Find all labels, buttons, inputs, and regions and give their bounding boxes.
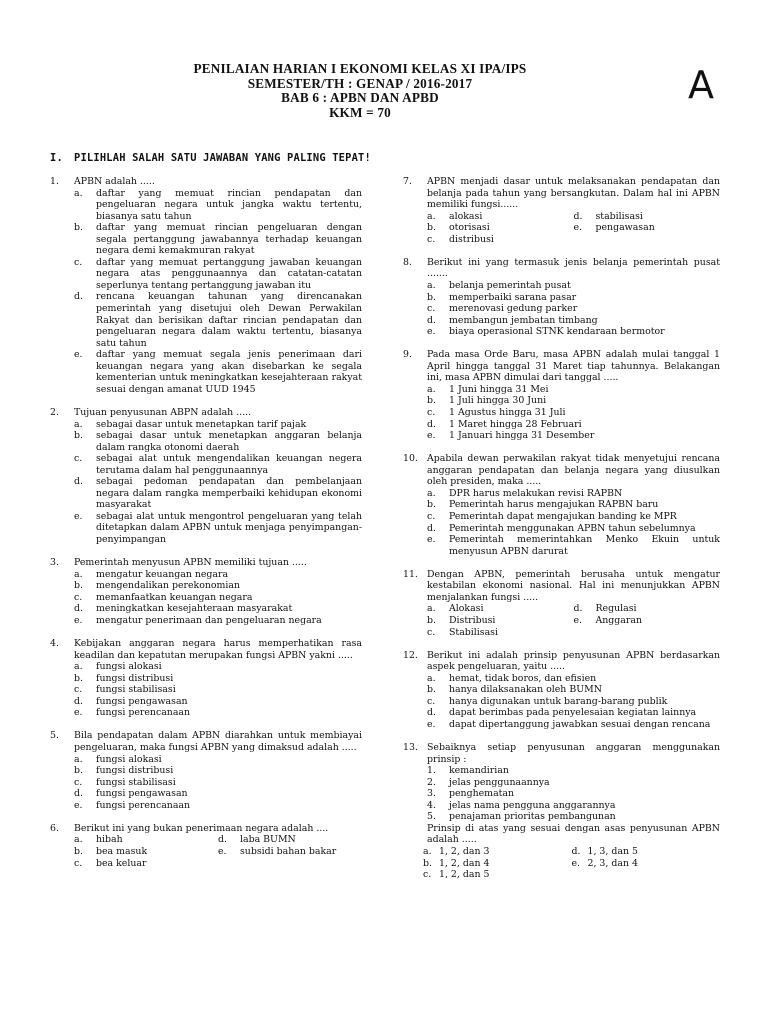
- answer-option: [50, 777, 362, 789]
- answer-option: [423, 869, 572, 881]
- answer-option: [403, 430, 720, 442]
- answer-option: [50, 419, 362, 431]
- question-number: 10.: [403, 453, 418, 465]
- answer-option: [403, 395, 720, 407]
- option-text: meningkatkan kesejahteraan masyarakat: [96, 603, 293, 615]
- option-letter: d.: [427, 314, 436, 326]
- question-item: [50, 638, 362, 719]
- answer-option: [403, 811, 720, 823]
- answer-option: [50, 349, 362, 395]
- option-text: fungsi distribusi: [96, 765, 174, 777]
- header-chapter: BAB 6 : APBN DAN APBD: [281, 90, 439, 106]
- option-letter: a.: [423, 846, 432, 857]
- option-letter: c.: [427, 626, 436, 638]
- option-text: memanfaatkan keuangan negara: [96, 591, 253, 603]
- exam-version-label: A: [688, 63, 714, 107]
- option-letter: c.: [74, 857, 83, 869]
- option-text: fungsi perencanaan: [96, 707, 191, 719]
- option-text: Regulasi: [595, 603, 637, 615]
- option-text: Pemerintah memerintahkan Menko Ekuin untuk menyusun APBN darurat: [449, 534, 720, 557]
- option-text: sebagai pedoman pendapatan dan pembelanjaan negara dalam rangka memperbaiki kehidupan ekonomi masyarakat: [96, 476, 362, 511]
- answer-option: [50, 222, 362, 257]
- option-text: daftar yang memuat segala jenis penerimaan dari keuangan negara yang akan disebarkan ke segala kementerian untuk meningkatkan kesejahteraan rakyat sesuai dengan amanat UUD 1945: [96, 349, 362, 395]
- answer-option: [403, 523, 720, 535]
- option-letter: 2.: [427, 776, 436, 788]
- answer-option: [74, 858, 218, 870]
- question-text: Pemerintah menyusun APBN memiliki tujuan .....: [74, 557, 307, 569]
- option-letter: d.: [427, 418, 436, 430]
- option-letter: c.: [427, 695, 436, 707]
- option-letter: e.: [74, 349, 83, 361]
- option-letter: a.: [74, 568, 83, 580]
- option-text: fungsi alokasi: [96, 753, 162, 765]
- option-text: laba BUMN: [240, 834, 296, 846]
- option-letter: d.: [427, 522, 436, 534]
- option-text: daftar yang memuat rincian pendapatan dan pengeluaran negara untuk jangka waktu tertentu, biasanya satu tahun: [96, 187, 362, 222]
- question-number: 6.: [50, 822, 59, 834]
- answer-option: [572, 846, 721, 858]
- question-item: [403, 349, 720, 441]
- answer-option: [574, 615, 721, 627]
- option-letter: e.: [571, 857, 581, 869]
- answer-option: [50, 800, 362, 812]
- option-letter: a.: [427, 279, 436, 291]
- option-letter: b.: [74, 845, 83, 857]
- question-text: Kebijakan anggaran negara harus memperhatikan rasa keadilan dan kepatutan merupakan fungsi APBN yakni .....: [74, 638, 362, 661]
- answer-option: [403, 788, 720, 800]
- option-letter: b.: [74, 765, 83, 777]
- option-letter: b.: [74, 222, 83, 234]
- answer-option: [423, 858, 572, 870]
- answer-option: [50, 257, 362, 292]
- question-text: Sebaiknya setiap penyusunan anggaran menggunakan prinsip :: [427, 742, 720, 765]
- question-number: 4.: [50, 638, 59, 650]
- option-letter: a.: [427, 487, 436, 499]
- option-text: belanja pemerintah pusat: [449, 279, 571, 291]
- option-text: penajaman prioritas pembangunan: [449, 811, 616, 823]
- option-text: Pemerintah dapat mengajukan banding ke MPR: [449, 511, 677, 522]
- option-text: bea keluar: [96, 857, 147, 869]
- option-letter: c.: [74, 591, 83, 603]
- option-letter: d.: [218, 834, 227, 846]
- header-semester: SEMESTER/TH : GENAP / 2016-2017: [247, 75, 473, 91]
- option-letter: 4.: [427, 799, 436, 811]
- option-letter: 5.: [427, 811, 436, 823]
- question-text: Bila pendapatan dalam APBN diarahkan untuk membiayai pengeluaran, maka fungsi APBN yang dimaksud adalah .....: [74, 730, 362, 753]
- option-text: mengendalikan perekonomian: [96, 580, 241, 592]
- option-letter: c.: [74, 776, 83, 788]
- option-letter: a.: [427, 210, 436, 222]
- answer-option: [50, 511, 362, 546]
- section-number: I.: [50, 152, 63, 164]
- option-text: jelas penggunaannya: [449, 776, 550, 788]
- option-text: daftar yang memuat rincian pengeluaran dengan segala pertanggung jawabannya terhadap keuangan negara demi kemakmuran rakyat: [96, 222, 362, 257]
- question-item: [403, 742, 720, 881]
- option-text: hibah: [96, 834, 123, 846]
- option-text: otorisasi: [449, 222, 490, 234]
- answer-option: [50, 580, 362, 592]
- answer-option: [403, 326, 720, 338]
- option-letter: e.: [573, 222, 583, 234]
- option-text: fungsi stabilisasi: [96, 776, 176, 788]
- option-text: 1 Agustus hingga 31 Juli: [449, 407, 566, 419]
- option-letter: d.: [427, 707, 436, 719]
- answer-option: [427, 627, 574, 639]
- answer-option: [403, 696, 720, 708]
- option-text: mengatur penerimaan dan pengeluaran negara: [96, 614, 322, 626]
- question-item: [50, 557, 362, 626]
- question-item: [50, 823, 362, 869]
- option-text: fungsi perencanaan: [96, 799, 191, 811]
- option-text: DPR harus melakukan revisi RAPBN: [449, 487, 623, 499]
- option-letter: 1.: [427, 765, 436, 777]
- answer-option: [218, 846, 362, 858]
- answer-option: [50, 188, 362, 223]
- option-letter: e.: [74, 510, 83, 522]
- question-text: Berikut ini yang bukan penerimaan negara adalah ....: [74, 822, 329, 834]
- answer-option: [50, 707, 362, 719]
- option-letter: d.: [573, 603, 583, 615]
- option-letter: c.: [423, 869, 432, 881]
- option-letter: e.: [427, 430, 436, 442]
- option-letter: b.: [427, 222, 436, 234]
- option-text: dapat berimbas pada penyelesaian kegiatan lainnya: [449, 707, 697, 719]
- option-text: stabilisasi: [595, 210, 643, 222]
- option-letter: a.: [427, 672, 436, 684]
- option-text: 1 Juni hingga 31 Mei: [449, 383, 549, 395]
- option-text: kemandirian: [449, 765, 509, 777]
- question-number: 2.: [50, 406, 59, 418]
- header-title: PENILAIAN HARIAN I EKONOMI KELAS XI IPA/IPS: [193, 61, 527, 76]
- option-text: sebagai alat untuk mengontrol pengeluaran yang telah ditetapkan dalam APBN untuk menjaga penyimpangan-penyimpangan: [96, 510, 362, 545]
- answer-option: [403, 684, 720, 696]
- question-number: 5.: [50, 730, 59, 742]
- option-text: 1 Juli hingga 30 Juni: [449, 395, 547, 407]
- answer-option: [218, 834, 362, 846]
- answer-option: [50, 592, 362, 604]
- option-letter: e.: [74, 614, 83, 626]
- option-text: membangun jembatan timbang: [449, 314, 598, 326]
- option-text: bea masuk: [96, 845, 148, 857]
- option-text: merenovasi gedung parker: [449, 303, 578, 315]
- answer-option: [574, 222, 721, 234]
- answer-option: [427, 615, 574, 627]
- option-letter: 3.: [427, 788, 436, 800]
- option-text: Pemerintah harus mengajukan RAPBN baru: [449, 499, 659, 511]
- answer-option: [403, 419, 720, 431]
- option-text: biaya operasional STNK kendaraan bermotor: [449, 326, 665, 338]
- option-text: hanya digunakan untuk barang-barang publik: [449, 695, 668, 707]
- option-letter: b.: [423, 857, 432, 869]
- answer-option: [50, 615, 362, 627]
- option-letter: a.: [74, 187, 83, 199]
- option-letter: c.: [74, 256, 83, 268]
- option-letter: e.: [218, 845, 227, 857]
- answer-option: [427, 222, 574, 234]
- answer-option-grid: [423, 846, 720, 881]
- answer-option: [403, 384, 720, 396]
- answer-option: [403, 707, 720, 719]
- section-title: [50, 152, 700, 165]
- option-text: pengawasan: [595, 222, 655, 234]
- question-item: [403, 176, 720, 245]
- option-text: sebagai alat untuk mengendalikan keuangan negera terutama dalam hal penggunaannya: [96, 453, 362, 476]
- option-text: 1 Januari hingga 31 Desember: [449, 430, 595, 442]
- option-letter: d.: [571, 846, 581, 857]
- question-text: Berikut ini adalah prinsip penyusunan APBN berdasarkan aspek pengeluaran, yaitu .....: [427, 649, 720, 673]
- question-number: 8.: [403, 256, 412, 268]
- question-item: [403, 650, 720, 731]
- answer-option: [50, 661, 362, 673]
- answer-option: [50, 788, 362, 800]
- answer-option: [50, 684, 362, 696]
- option-text: 1, 2, dan 5: [439, 869, 490, 881]
- option-text: subsidi bahan bakar: [240, 845, 337, 857]
- answer-option: [574, 603, 721, 615]
- option-letter: d.: [74, 291, 83, 303]
- option-text: fungsi pengawasan: [96, 788, 188, 800]
- question-text: Dengan APBN, pemerintah berusaha untuk mengatur kestabilan ekonomi nasional. Hal ini menunjukkan APBN menjalankan fungsi .....: [427, 568, 720, 603]
- question-text: APBN adalah .....: [74, 176, 155, 187]
- option-text: fungsi pengawasan: [96, 695, 188, 707]
- answer-option: [50, 673, 362, 685]
- answer-option: [74, 834, 218, 846]
- option-text: mengatur keuangan negara: [96, 568, 229, 580]
- question-item: [403, 453, 720, 557]
- answer-option: [403, 800, 720, 812]
- option-text: sebagai dasar untuk menetapkan tarif pajak: [96, 418, 307, 430]
- option-letter: c.: [74, 684, 83, 696]
- answer-option: [50, 430, 362, 453]
- answer-option: [403, 499, 720, 511]
- option-letter: b.: [74, 580, 83, 592]
- option-letter: a.: [74, 753, 83, 765]
- option-text: 1, 2, dan 3: [439, 846, 490, 857]
- answer-option-grid: [427, 211, 720, 246]
- option-letter: e.: [427, 718, 436, 730]
- question-item: [50, 730, 362, 811]
- option-text: 1, 2, dan 4: [439, 857, 490, 869]
- answer-option: [50, 453, 362, 476]
- option-letter: d.: [74, 788, 83, 800]
- header-kkm: KKM = 70: [329, 104, 391, 120]
- option-text: Anggaran: [595, 614, 643, 626]
- question-text: Tujuan penyusunan ABPN adalah .....: [74, 406, 252, 418]
- answer-option: [427, 234, 574, 246]
- option-text: fungsi alokasi: [96, 661, 162, 673]
- option-text: distribusi: [449, 233, 494, 245]
- question-item: [403, 569, 720, 638]
- answer-option: [403, 292, 720, 304]
- option-letter: c.: [427, 303, 436, 315]
- question-number: 13.: [403, 742, 418, 754]
- answer-option: [403, 511, 720, 523]
- option-letter: b.: [74, 430, 83, 442]
- option-letter: c.: [427, 407, 436, 419]
- option-letter: a.: [74, 661, 83, 673]
- answer-option: [403, 673, 720, 685]
- answer-option: [403, 534, 720, 557]
- option-text: sebagai dasar untuk menetapkan anggaran belanja dalam rangka otonomi daerah: [96, 430, 362, 453]
- option-text: dapat dipertanggung jawabkan sesuai dengan rencana: [449, 718, 711, 730]
- option-text: Stabilisasi: [449, 626, 498, 638]
- question-followup: Prinsip di atas yang sesuai dengan asas penyusunan APBN adalah .....: [427, 822, 720, 846]
- option-text: jelas nama pengguna anggarannya: [449, 799, 616, 811]
- option-text: 2, 3, dan 4: [587, 857, 638, 869]
- option-letter: b.: [427, 291, 436, 303]
- question-item: [50, 407, 362, 546]
- option-letter: b.: [427, 499, 436, 511]
- option-letter: d.: [74, 476, 83, 488]
- option-text: 1 Maret hingga 28 Februari: [449, 418, 582, 430]
- answer-option: [50, 476, 362, 511]
- answer-option: [50, 603, 362, 615]
- question-number: 12.: [403, 649, 418, 661]
- option-letter: d.: [74, 695, 83, 707]
- option-letter: d.: [74, 603, 83, 615]
- option-letter: d.: [573, 210, 583, 222]
- option-text: fungsi distribusi: [96, 672, 174, 684]
- option-letter: e.: [427, 326, 436, 338]
- answer-option: [50, 291, 362, 349]
- answer-option: [50, 696, 362, 708]
- option-letter: a.: [427, 603, 436, 615]
- option-letter: c.: [427, 511, 436, 522]
- answer-option: [427, 603, 574, 615]
- question-text: APBN menjadi dasar untuk melaksanakan pendapatan dan belanja pada tahun yang bersangkutan. Dalam hal ini APBN memiliki fungsi......: [427, 176, 720, 211]
- question-number: 7.: [403, 176, 412, 187]
- option-text: Alokasi: [449, 603, 484, 615]
- answer-option: [403, 488, 720, 500]
- option-text: daftar yang memuat pertanggung jawaban keuangan negara atas penggunaannya dan catatan-catatan seperlunya tentang pertanggung jawaban itu: [96, 256, 362, 291]
- answer-option: [403, 777, 720, 789]
- option-text: rencana keuangan tahunan yang direncanakan pemerintah yang disetujui oleh Dewan Perwakilan Rakyat dan berisikan daftar rincian pendapatan dan pengeluaran negara dalam waktu tertentu, biasanya satu tahun: [96, 291, 362, 349]
- option-letter: c.: [427, 233, 436, 245]
- exam-header: [150, 62, 570, 120]
- answer-option: [403, 303, 720, 315]
- question-item: [50, 176, 362, 395]
- question-number: 1.: [50, 176, 59, 187]
- answer-option: [50, 765, 362, 777]
- question-text: Apabila dewan perwakilan rakyat tidak menyetujui rencana anggaran pendapatan dan belanja negara yang diusulkan oleh presiden, maka .....: [427, 453, 720, 488]
- answer-option: [403, 719, 720, 731]
- option-letter: b.: [427, 614, 436, 626]
- answer-option: [74, 846, 218, 858]
- option-text: penghematan: [449, 788, 515, 800]
- answer-option: [403, 765, 720, 777]
- option-letter: e.: [74, 707, 83, 719]
- option-text: 1, 3, dan 5: [587, 846, 638, 857]
- option-letter: a.: [74, 834, 83, 846]
- question-number: 3.: [50, 557, 59, 569]
- section-instruction: PILIHLAH SALAH SATU JAWABAN YANG PALING TEPAT!: [74, 152, 371, 164]
- option-letter: c.: [74, 453, 83, 465]
- answer-option-grid: [427, 603, 720, 638]
- option-text: alokasi: [449, 210, 483, 222]
- answer-option: [403, 407, 720, 419]
- option-letter: b.: [74, 672, 83, 684]
- option-text: hanya dilaksanakan oleh BUMN: [449, 684, 602, 696]
- question-text: Pada masa Orde Baru, masa APBN adalah mulai tanggal 1 April hingga tanggal 31 Maret tiap tahunnya. Belakangan ini, masa APBN dimulai dari tanggal .....: [427, 349, 720, 384]
- answer-option: [403, 280, 720, 292]
- answer-option: [50, 754, 362, 766]
- answer-option: [423, 846, 572, 858]
- question-text: Berikut ini yang termasuk jenis belanja pemerintah pusat .......: [427, 256, 720, 280]
- option-letter: a.: [427, 383, 436, 395]
- option-letter: e.: [427, 534, 436, 546]
- option-letter: e.: [573, 614, 583, 626]
- answer-option: [572, 858, 721, 870]
- answer-option: [50, 569, 362, 581]
- question-number: 11.: [403, 568, 418, 580]
- question-item: [403, 257, 720, 338]
- option-text: memperbaiki sarana pasar: [449, 291, 577, 303]
- option-text: fungsi stabilisasi: [96, 684, 176, 696]
- option-letter: a.: [74, 418, 83, 430]
- option-text: hemat, tidak boros, dan efisien: [449, 672, 597, 684]
- answer-option-grid: [74, 834, 362, 869]
- answer-option: [574, 211, 721, 223]
- answer-option: [403, 315, 720, 327]
- answer-option: [427, 211, 574, 223]
- question-number: 9.: [403, 349, 412, 361]
- right-column: [403, 176, 720, 892]
- option-letter: b.: [427, 395, 436, 407]
- option-letter: b.: [427, 684, 436, 696]
- option-text: Distribusi: [449, 614, 496, 626]
- left-column: [50, 176, 362, 881]
- option-text: Pemerintah menggunakan APBN tahun sebelumnya: [449, 522, 696, 534]
- option-letter: e.: [74, 799, 83, 811]
